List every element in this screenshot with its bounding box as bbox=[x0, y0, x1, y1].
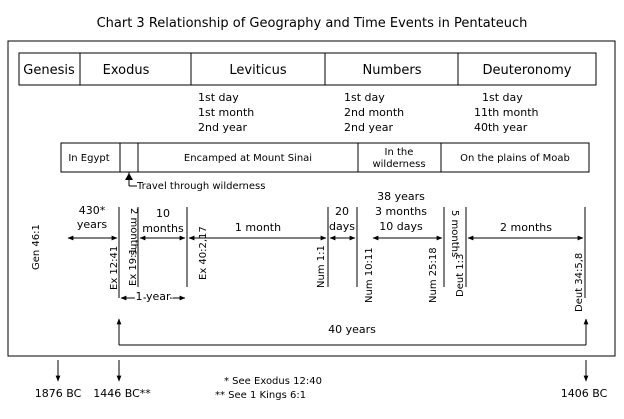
books-row bbox=[19, 53, 596, 85]
note-kings: ** See 1 Kings 6:1 bbox=[215, 390, 307, 401]
date-numbers-month: 2nd month bbox=[344, 106, 405, 119]
date-deut-year: 40th year bbox=[474, 121, 528, 134]
ref-gen-46-1: Gen 46:1 bbox=[31, 224, 42, 270]
ref-num-10-11: Num 10:11 bbox=[364, 247, 375, 303]
place-sinai: Encamped at Mount Sinai bbox=[183, 153, 313, 164]
place-moab: On the plains of Moab bbox=[460, 153, 570, 164]
year-1406: 1406 BC bbox=[560, 387, 608, 400]
scripture-refs bbox=[31, 224, 585, 312]
book-genesis: Genesis bbox=[23, 63, 75, 78]
place-egypt: In Egypt bbox=[68, 153, 110, 164]
date-leviticus-year: 2nd year bbox=[198, 121, 247, 134]
travel-marker bbox=[125, 172, 265, 192]
label-3-months: 3 months bbox=[375, 205, 427, 218]
duration-labels bbox=[77, 190, 552, 336]
date-deut-month: 11th month bbox=[474, 106, 539, 119]
place-wilderness-2: wilderness bbox=[372, 159, 426, 170]
date-leviticus-day: 1st day bbox=[198, 91, 239, 104]
ref-num-1-1: Num 1:1 bbox=[316, 245, 327, 288]
book-leviticus: Leviticus bbox=[229, 63, 287, 78]
label-1-month: 1 month bbox=[234, 221, 282, 234]
date-leviticus-month: 1st month bbox=[198, 106, 255, 119]
label-10: 10 bbox=[156, 207, 170, 220]
label-2-months-deut: 2 months bbox=[500, 221, 552, 234]
ref-ex-40-2-17: Ex 40:2,17 bbox=[198, 226, 209, 280]
year-1446: 1446 BC** bbox=[93, 387, 151, 400]
book-exodus: Exodus bbox=[102, 63, 150, 78]
ref-deut-1-3: Deut 1:3 bbox=[455, 253, 466, 297]
ref-ex-12-41: Ex 12:41 bbox=[109, 245, 120, 290]
book-numbers: Numbers bbox=[362, 63, 422, 78]
label-2-months-ex: 2 months bbox=[128, 208, 139, 256]
book-deuteronomy: Deuteronomy bbox=[482, 63, 572, 78]
place-wilderness-1: In the bbox=[384, 147, 414, 158]
footnotes bbox=[215, 376, 322, 401]
label-20: 20 bbox=[335, 205, 349, 218]
date-deut-day: 1st day bbox=[482, 91, 523, 104]
note-exodus: * See Exodus 12:40 bbox=[224, 376, 322, 387]
travel-label: Travel through wilderness bbox=[137, 181, 266, 192]
year-labels bbox=[35, 387, 608, 400]
label-1-year: 1 year bbox=[135, 290, 171, 303]
label-10-months: months bbox=[142, 222, 184, 235]
places-row bbox=[61, 143, 589, 172]
label-430: 430* bbox=[78, 204, 106, 217]
date-numbers-year: 2nd year bbox=[344, 121, 393, 134]
ref-deut-34-5-8: Deut 34:5,8 bbox=[574, 252, 585, 312]
label-20-days: days bbox=[329, 220, 355, 233]
label-40-years: 40 years bbox=[328, 323, 376, 336]
label-10-days: 10 days bbox=[379, 220, 423, 233]
label-430-years: years bbox=[76, 218, 108, 231]
date-numbers-day: 1st day bbox=[344, 91, 385, 104]
date-labels bbox=[198, 91, 539, 134]
ref-ex-19-1: Ex 19:1 bbox=[128, 248, 139, 286]
year-1876: 1876 BC bbox=[34, 387, 82, 400]
label-38-years: 38 years bbox=[377, 190, 425, 203]
outer-frame bbox=[8, 41, 615, 356]
chart-title: Chart 3 Relationship of Geography and Time Events in Pentateuch bbox=[96, 16, 528, 31]
label-5-months: 5 months bbox=[449, 210, 460, 258]
ref-num-25-18: Num 25:18 bbox=[428, 247, 439, 303]
